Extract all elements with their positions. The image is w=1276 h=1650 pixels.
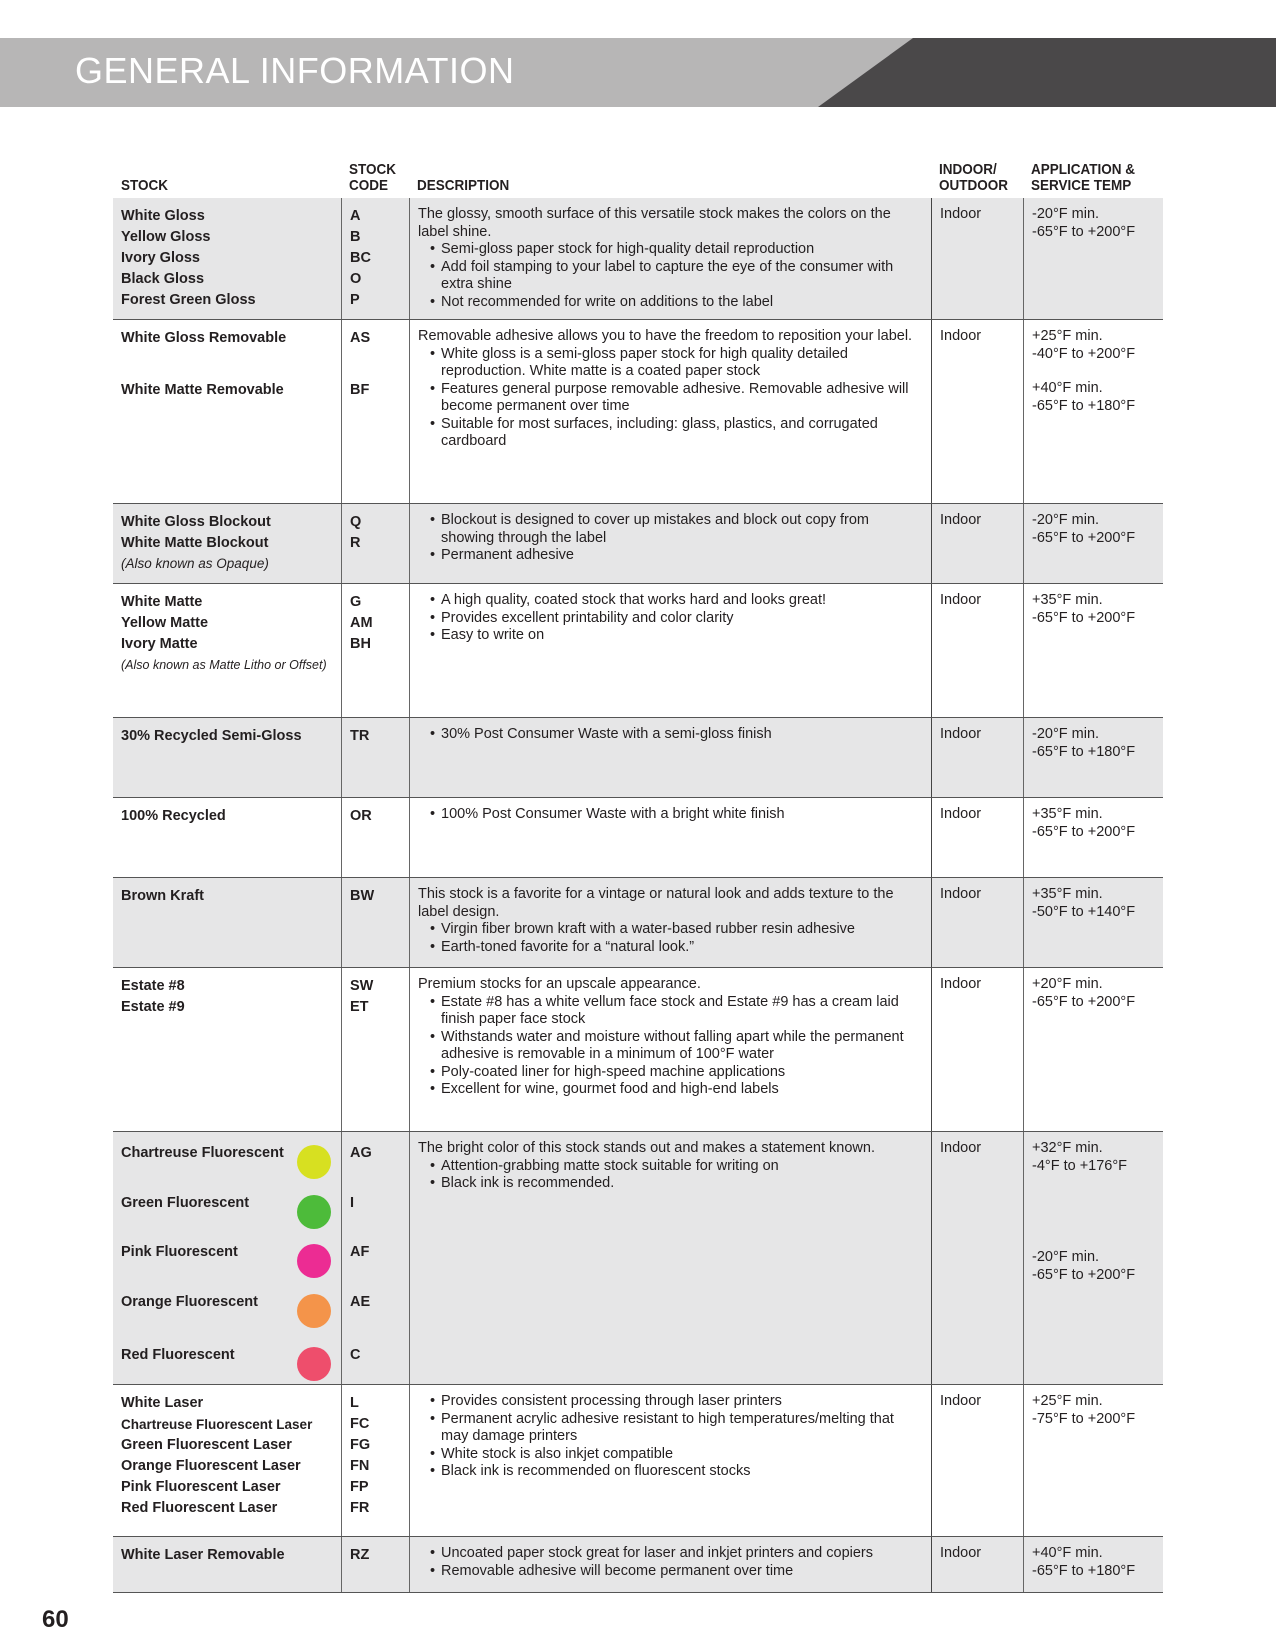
stock-name: Black Gloss <box>121 271 205 287</box>
temp-min: +25°F min. <box>1032 328 1103 344</box>
temp-min: +20°F min. <box>1032 976 1103 992</box>
table-row-blockout <box>113 504 1163 584</box>
temp-cell <box>1023 718 1163 797</box>
stock-code: AG <box>350 1145 372 1161</box>
description-cell <box>409 320 931 503</box>
stock-name: Red Fluorescent Laser <box>121 1500 278 1516</box>
description-bullet: • White gloss is a semi-gloss paper stock for high quality detailed reproduction. White matte is a coated paper stock <box>418 346 925 381</box>
stock-code: FG <box>350 1437 371 1453</box>
temp-range: -65°F to +180°F <box>1032 1562 1136 1579</box>
location-cell <box>931 1132 1023 1384</box>
stock-name: White Matte <box>121 594 203 610</box>
location-value: Indoor <box>940 206 982 222</box>
table-row-brown-kraft <box>113 878 1163 968</box>
description-bullet: • Uncoated paper stock great for laser and inkjet printers and copiers <box>418 1545 925 1563</box>
stock-name: Green Fluorescent <box>121 1194 250 1211</box>
stock-name: Orange Fluorescent Laser <box>121 1458 301 1474</box>
header-stock: STOCK <box>121 177 169 194</box>
description-bullet: • Excellent for wine, gourmet food and high-end labels <box>418 1081 925 1099</box>
stock-code: AM <box>350 615 373 631</box>
stock-code: FC <box>350 1416 370 1432</box>
temp-min: -20°F min. <box>1032 206 1100 222</box>
location-value: Indoor <box>940 1393 982 1409</box>
stock-code: A <box>350 208 361 224</box>
stock-name: White Laser Removable <box>121 1547 285 1563</box>
stock-code: R <box>350 535 361 551</box>
stock-name: Brown Kraft <box>121 888 204 904</box>
temp-cell <box>1023 320 1163 503</box>
stock-name: Red Fluorescent <box>121 1346 235 1363</box>
stock-name: Pink Fluorescent Laser <box>121 1479 281 1495</box>
fluorescent-item <box>121 1193 341 1243</box>
description-cell <box>409 584 931 717</box>
header-service-temp: APPLICATION & SERVICE TEMP <box>1031 161 1136 194</box>
table-row-matte <box>113 584 1163 718</box>
stock-cell <box>113 878 341 967</box>
stock-code: AE <box>350 1293 371 1310</box>
stock-code: AF <box>350 1244 370 1260</box>
description-bullet: • Add foil stamping to your label to capture the eye of the consumer with extra shine <box>418 259 925 294</box>
stock-name: Estate #9 <box>121 999 185 1015</box>
stock-note: (Also known as Matte Litho or Offset) <box>121 658 327 672</box>
description-bullet: • Poly-coated liner for high-speed machine applications <box>418 1064 925 1082</box>
table-row-removable <box>113 320 1163 504</box>
stock-code: O <box>350 271 362 287</box>
description-intro: Removable adhesive allows you to have the freedom to reposition your label. <box>418 328 913 344</box>
code-cell <box>341 798 409 877</box>
description-bullet: • Earth-toned favorite for a “natural look.” <box>418 939 925 957</box>
description-intro: Premium stocks for an upscale appearance. <box>418 976 701 992</box>
color-swatch-orange <box>297 1294 331 1328</box>
stock-code: G <box>350 594 362 610</box>
temp-min: +35°F min. <box>1032 806 1103 822</box>
temp-range: -4°F to +176°F <box>1032 1157 1128 1174</box>
description-cell <box>409 798 931 877</box>
temp-min: +35°F min. <box>1032 886 1103 902</box>
description-cell <box>409 968 931 1131</box>
temp-min: +40°F min. <box>1032 380 1103 396</box>
temp-range: -65°F to +200°F <box>1032 993 1136 1010</box>
code-cell <box>341 718 409 797</box>
stock-code: Q <box>350 514 362 530</box>
location-cell <box>931 504 1023 583</box>
stock-cell <box>113 968 341 1131</box>
code-cell <box>341 584 409 717</box>
code-cell <box>341 504 409 583</box>
code-cell <box>341 878 409 967</box>
stock-code: I <box>350 1194 355 1211</box>
stock-code: L <box>350 1395 359 1411</box>
stock-cell <box>113 584 341 717</box>
location-cell <box>931 968 1023 1131</box>
stock-code: RZ <box>350 1547 370 1563</box>
stock-note: (Also known as Opaque) <box>121 556 269 571</box>
temp-cell <box>1023 798 1163 877</box>
description-bullet: • Semi-gloss paper stock for high-quality detail reproduction <box>418 241 925 259</box>
stock-name: White Laser <box>121 1395 204 1411</box>
description-bullet: • Features general purpose removable adhesive. Removable adhesive will become permanent over time <box>418 381 925 416</box>
header-indoor-outdoor: INDOOR/ OUTDOOR <box>939 161 1009 194</box>
stock-cell <box>113 1132 341 1384</box>
temp-min: -20°F min. <box>1032 726 1100 742</box>
location-cell <box>931 320 1023 503</box>
description-cell <box>409 718 931 797</box>
header-description: DESCRIPTION <box>417 177 510 194</box>
temp-cell <box>1023 1537 1163 1592</box>
description-cell <box>409 504 931 583</box>
description-bullet: • Black ink is recommended on fluorescent stocks <box>418 1463 925 1481</box>
stock-name: Green Fluorescent Laser <box>121 1437 292 1453</box>
table-row-laser-removable <box>113 1537 1163 1593</box>
stock-name: Ivory Matte <box>121 636 198 652</box>
temp-cell <box>1023 968 1163 1131</box>
stock-name: Yellow Gloss <box>121 229 211 245</box>
stock-name: White Matte Removable <box>121 382 284 398</box>
description-bullet: • 100% Post Consumer Waste with a bright white finish <box>418 806 925 824</box>
temp-min: +25°F min. <box>1032 1393 1103 1409</box>
description-cell <box>409 1132 931 1384</box>
description-intro: This stock is a favorite for a vintage or natural look and adds texture to the label design. <box>418 886 894 920</box>
location-cell <box>931 1385 1023 1536</box>
stock-code: FR <box>350 1500 370 1516</box>
stock-code: ET <box>350 999 369 1015</box>
location-value: Indoor <box>940 806 982 822</box>
temp-range: -65°F to +200°F <box>1032 223 1136 240</box>
stock-name: Forest Green Gloss <box>121 292 256 308</box>
temp-min: +35°F min. <box>1032 592 1103 608</box>
stock-code: P <box>350 292 360 308</box>
stock-code: FN <box>350 1458 370 1474</box>
temp-cell <box>1023 198 1163 319</box>
description-intro: The glossy, smooth surface of this versatile stock makes the colors on the label shine. <box>418 206 891 240</box>
table-header <box>113 150 1163 198</box>
description-bullet: • Provides excellent printability and color clarity <box>418 610 925 628</box>
fluorescent-item <box>121 1242 341 1292</box>
temp-range: -40°F to +200°F <box>1032 345 1136 362</box>
description-bullet: • Suitable for most surfaces, including: glass, plastics, and corrugated cardboard <box>418 416 925 451</box>
description-bullet: • Permanent acrylic adhesive resistant to high temperatures/melting that may damage printers <box>418 1411 925 1446</box>
description-bullet: • 30% Post Consumer Waste with a semi-gloss finish <box>418 726 925 744</box>
description-bullet: • Attention-grabbing matte stock suitable for writing on <box>418 1158 925 1176</box>
description-bullet: • Withstands water and moisture without falling apart while the permanent adhesive is removable in a minimum of 100°F water <box>418 1029 925 1064</box>
location-cell <box>931 798 1023 877</box>
code-cell <box>341 1385 409 1536</box>
location-cell <box>931 198 1023 319</box>
table-row-fluorescent <box>113 1132 1163 1385</box>
fluorescent-item <box>121 1292 341 1345</box>
location-value: Indoor <box>940 1140 982 1156</box>
temp-min: +40°F min. <box>1032 1545 1103 1561</box>
stock-name: Yellow Matte <box>121 615 209 631</box>
description-cell <box>409 1385 931 1536</box>
stock-name: White Gloss Removable <box>121 330 287 346</box>
temp-range: -65°F to +180°F <box>1032 743 1136 760</box>
location-value: Indoor <box>940 328 982 344</box>
description-bullet: • White stock is also inkjet compatible <box>418 1446 925 1464</box>
temp-range: -65°F to +200°F <box>1032 529 1136 546</box>
temp-min: +32°F min. <box>1032 1140 1103 1156</box>
code-cell <box>341 1132 409 1384</box>
description-bullet: • Easy to write on <box>418 627 925 645</box>
stock-code: C <box>350 1346 361 1363</box>
description-intro: The bright color of this stock stands out and makes a statement known. <box>418 1140 875 1156</box>
stock-code: B <box>350 229 361 245</box>
description-bullet: • Removable adhesive will become permanent over time <box>418 1563 925 1581</box>
page-number: 60 <box>42 1606 69 1633</box>
stock-name: Chartreuse Fluorescent Laser <box>121 1417 313 1432</box>
temp-min: -20°F min. <box>1032 512 1100 528</box>
stock-cell <box>113 718 341 797</box>
color-swatch-chartreuse <box>297 1145 331 1179</box>
temp-cell <box>1023 878 1163 967</box>
fluorescent-item <box>121 1143 341 1193</box>
stock-code: BH <box>350 636 371 652</box>
table-row-laser <box>113 1385 1163 1537</box>
stock-name: Ivory Gloss <box>121 250 200 266</box>
temp-min: -20°F min. <box>1032 1249 1100 1265</box>
location-value: Indoor <box>940 592 982 608</box>
code-cell <box>341 198 409 319</box>
stock-code: OR <box>350 808 372 824</box>
location-value: Indoor <box>940 886 982 902</box>
stock-name: White Gloss Blockout <box>121 514 271 530</box>
stock-name: 30% Recycled Semi-Gloss <box>121 728 302 744</box>
color-swatch-green <box>297 1195 331 1229</box>
stock-cell <box>113 504 341 583</box>
stock-cell <box>113 320 341 503</box>
code-cell <box>341 968 409 1131</box>
stock-code: BF <box>350 382 370 398</box>
stock-name: Orange Fluorescent <box>121 1293 258 1310</box>
stock-name: 100% Recycled <box>121 808 226 824</box>
temp-range: -65°F to +200°F <box>1032 823 1136 840</box>
location-cell <box>931 878 1023 967</box>
stock-cell <box>113 198 341 319</box>
temp-range: -65°F to +200°F <box>1032 1266 1136 1283</box>
code-cell <box>341 1537 409 1592</box>
page-title: GENERAL INFORMATION <box>75 50 515 91</box>
description-bullet: • A high quality, coated stock that works hard and looks great! <box>418 592 925 610</box>
temp-range: -65°F to +180°F <box>1032 397 1136 414</box>
stock-name: Pink Fluorescent <box>121 1244 238 1260</box>
table-row-recycled-100 <box>113 798 1163 878</box>
stock-table <box>113 150 1163 1593</box>
location-cell <box>931 1537 1023 1592</box>
description-cell <box>409 1537 931 1592</box>
location-value: Indoor <box>940 976 982 992</box>
stock-cell <box>113 1537 341 1592</box>
stock-code: BC <box>350 250 371 266</box>
code-cell <box>341 320 409 503</box>
temp-cell <box>1023 1385 1163 1536</box>
description-bullet: • Blockout is designed to cover up mistakes and block out copy from showing through the label <box>418 512 925 547</box>
stock-cell <box>113 798 341 877</box>
stock-code: AS <box>350 330 371 346</box>
description-bullet: • Provides consistent processing through laser printers <box>418 1393 925 1411</box>
location-cell <box>931 584 1023 717</box>
stock-code: FP <box>350 1479 369 1495</box>
stock-cell <box>113 1385 341 1536</box>
stock-name: Estate #8 <box>121 978 185 994</box>
description-bullet: • Black ink is recommended. <box>418 1175 925 1193</box>
table-row-recycled-30 <box>113 718 1163 798</box>
header-stock-code: STOCK CODE <box>349 161 397 194</box>
table-row-estate <box>113 968 1163 1132</box>
color-swatch-pink <box>297 1244 331 1278</box>
temp-cell <box>1023 1132 1163 1384</box>
description-bullet: • Not recommended for write on additions to the label <box>418 294 925 312</box>
stock-name: White Gloss <box>121 208 205 224</box>
location-value: Indoor <box>940 512 982 528</box>
stock-code: BW <box>350 888 375 904</box>
description-bullet: • Virgin fiber brown kraft with a water-based rubber resin adhesive <box>418 921 925 939</box>
temp-range: -50°F to +140°F <box>1032 903 1136 920</box>
temp-cell <box>1023 504 1163 583</box>
color-swatch-red <box>297 1347 331 1381</box>
description-cell <box>409 878 931 967</box>
stock-name: Chartreuse Fluorescent <box>121 1145 284 1161</box>
stock-name: White Matte Blockout <box>121 535 269 551</box>
table-row-gloss <box>113 198 1163 320</box>
stock-code: TR <box>350 728 370 744</box>
location-cell <box>931 718 1023 797</box>
description-bullet: • Permanent adhesive <box>418 547 925 565</box>
description-cell <box>409 198 931 319</box>
temp-range: -75°F to +200°F <box>1032 1410 1136 1427</box>
temp-range: -65°F to +200°F <box>1032 609 1136 626</box>
description-bullet: • Estate #8 has a white vellum face stock and Estate #9 has a cream laid finish paper face stock <box>418 994 925 1029</box>
stock-code: SW <box>350 978 374 994</box>
temp-cell <box>1023 584 1163 717</box>
location-value: Indoor <box>940 726 982 742</box>
location-value: Indoor <box>940 1545 982 1561</box>
